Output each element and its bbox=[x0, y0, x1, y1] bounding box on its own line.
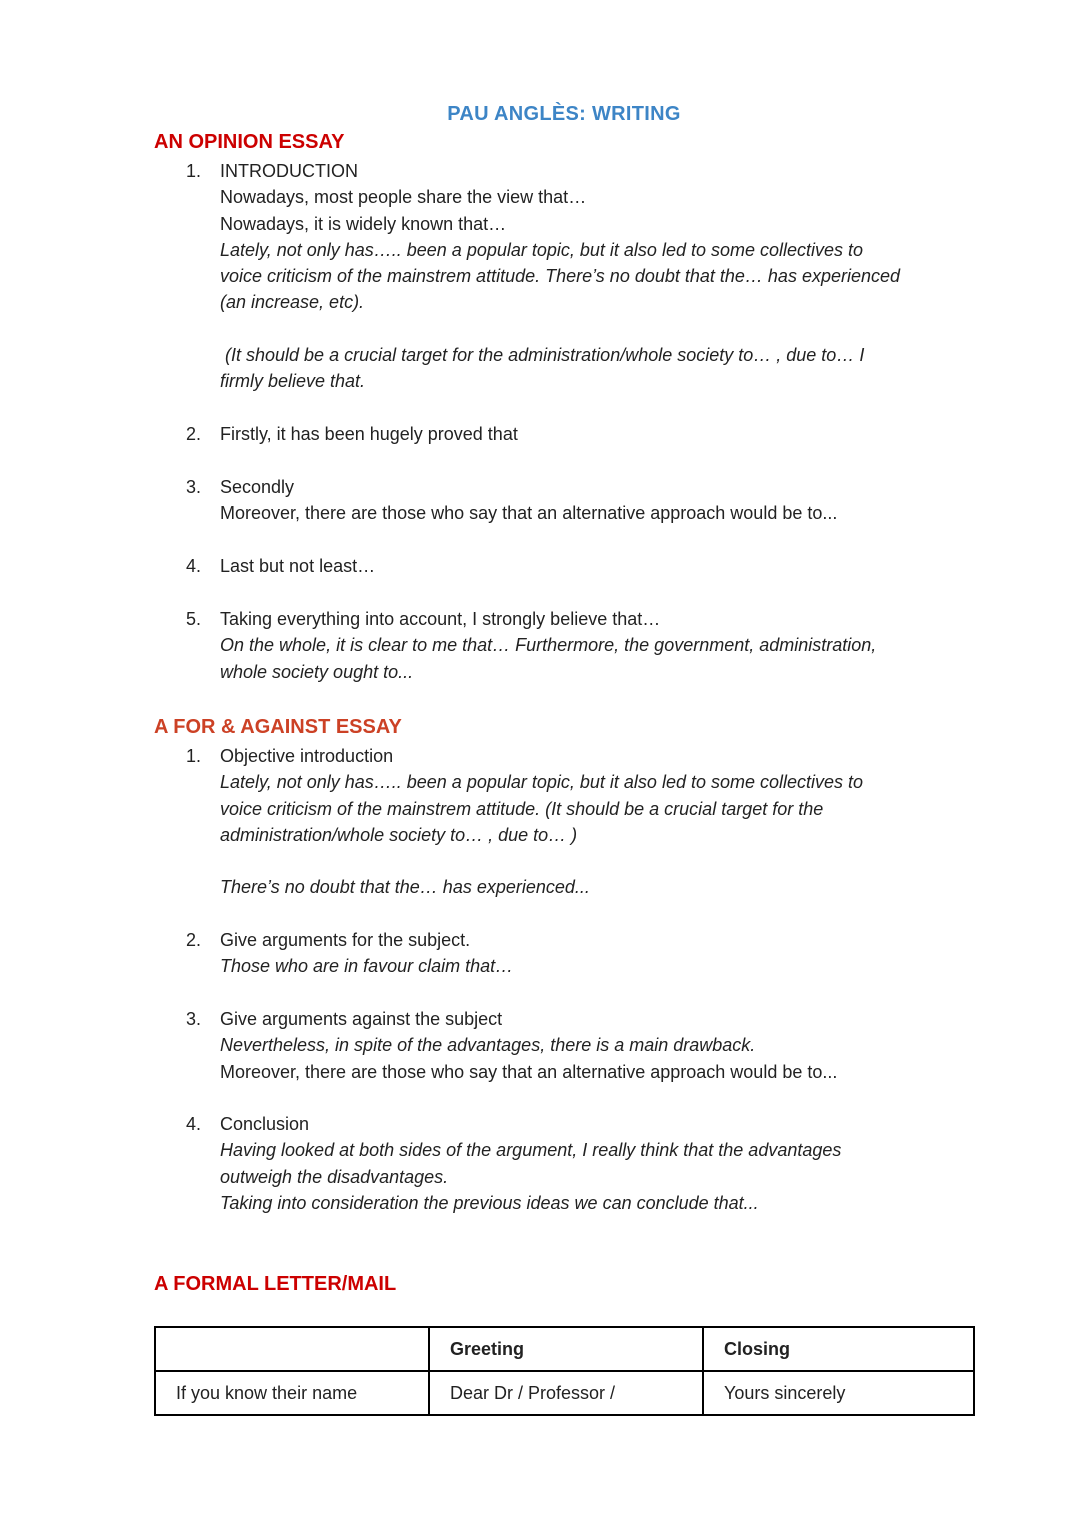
table-header-row bbox=[155, 1327, 974, 1371]
list-line: Last but not least… bbox=[220, 556, 376, 576]
list-line: administration/whole society to… , due to… ) bbox=[220, 824, 578, 845]
table-cell: If you know their name bbox=[155, 1371, 429, 1415]
list-line: INTRODUCTION bbox=[220, 161, 358, 181]
list-line: Firstly, it has been hugely proved that bbox=[220, 424, 518, 444]
list-line: firmly believe that. bbox=[220, 371, 366, 392]
list-line: outweigh the disadvantages. bbox=[220, 1166, 449, 1187]
table-row bbox=[155, 1371, 974, 1415]
list-number: 2. bbox=[186, 424, 202, 444]
formal-letter-heading: A FORMAL LETTER/MAIL bbox=[154, 1273, 397, 1295]
table-header-cell bbox=[155, 1327, 429, 1371]
formal-letter-table bbox=[154, 1326, 975, 1416]
list-line: Give arguments against the subject bbox=[220, 1009, 503, 1029]
list-line: Lately, not only has….. been a popular topic, but it also led to some collectives to bbox=[220, 239, 864, 260]
list-number: 1. bbox=[186, 161, 202, 181]
list-line: Those who are in favour claim that… bbox=[220, 956, 514, 977]
list-number: 3. bbox=[186, 1009, 202, 1029]
list-line: Having looked at both sides of the argument, I really think that the advantages bbox=[220, 1140, 842, 1161]
list-line: Taking everything into account, I strongly believe that… bbox=[220, 609, 661, 629]
list-line: Give arguments for the subject. bbox=[220, 930, 471, 950]
list-line: On the whole, it is clear to me that… Furthermore, the government, administration, bbox=[220, 635, 877, 656]
list-line: Taking into consideration the previous ideas we can conclude that... bbox=[220, 1192, 759, 1213]
list-number: 4. bbox=[186, 1114, 202, 1134]
list-line: voice criticism of the mainstrem attitude. There’s no doubt that the… has experienced bbox=[220, 266, 901, 287]
list-line: Lately, not only has….. been a popular topic, but it also led to some collectives to bbox=[220, 772, 864, 793]
list-line: voice criticism of the mainstrem attitude. (It should be a crucial target for the bbox=[220, 798, 824, 819]
for-against-essay-heading: A FOR & AGAINST ESSAY bbox=[154, 716, 402, 738]
list-line: Objective introduction bbox=[220, 746, 394, 766]
list-number: 4. bbox=[186, 556, 202, 576]
table-header-closing: Closing bbox=[703, 1327, 974, 1371]
page-title: PAU ANGLÈS: WRITING bbox=[447, 103, 681, 125]
list-line: Nowadays, most people share the view that… bbox=[220, 187, 587, 208]
list-number: 1. bbox=[186, 746, 202, 766]
list-number: 5. bbox=[186, 609, 202, 629]
list-line: Nowadays, it is widely known that… bbox=[220, 213, 507, 234]
list-line: Secondly bbox=[220, 477, 295, 497]
list-number: 3. bbox=[186, 477, 202, 497]
list-line: Conclusion bbox=[220, 1114, 310, 1134]
list-line: whole society ought to... bbox=[220, 661, 414, 682]
table-header-greeting: Greeting bbox=[429, 1327, 703, 1371]
list-line: Moreover, there are those who say that an alternative approach would be to... bbox=[220, 1061, 838, 1082]
opinion-essay-heading: AN OPINION ESSAY bbox=[154, 131, 345, 153]
list-line: There’s no doubt that the… has experienced... bbox=[220, 877, 590, 898]
list-number: 2. bbox=[186, 930, 202, 950]
list-line: (It should be a crucial target for the administration/whole society to… , due to… I bbox=[220, 345, 865, 366]
list-line: (an increase, etc). bbox=[220, 292, 365, 313]
table-cell: Dear Dr / Professor / bbox=[429, 1371, 703, 1415]
table-cell: Yours sincerely bbox=[703, 1371, 974, 1415]
list-line: Nevertheless, in spite of the advantages, there is a main drawback. bbox=[220, 1035, 756, 1056]
list-line: Moreover, there are those who say that an alternative approach would be to... bbox=[220, 503, 838, 524]
